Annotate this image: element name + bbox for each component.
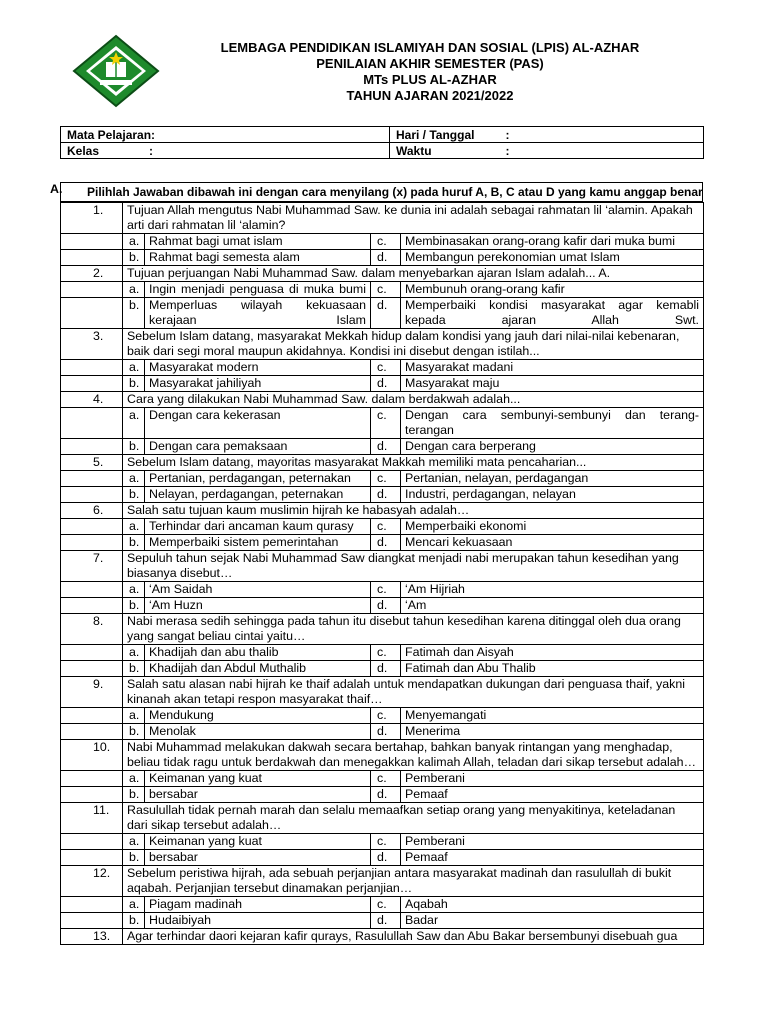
question-number: 12.: [61, 866, 123, 897]
question-row: [61, 551, 704, 582]
option-b[interactable]: bersabar: [145, 850, 371, 866]
date-label: Hari / Tanggal: [390, 127, 500, 143]
option-letter-b[interactable]: b.: [123, 298, 145, 329]
option-row: [61, 913, 704, 929]
option-row: [61, 234, 704, 250]
question-row: [61, 392, 704, 408]
option-letter-c[interactable]: c.: [371, 282, 401, 298]
option-c[interactable]: Fatimah dan Aisyah: [401, 645, 704, 661]
question-text: Salah satu alasan nabi hijrah ke thaif adalah untuk mendapatkan dukungan dari penguasa thaif, yakni kinanah akan tetapi respon masyarakat thaif…: [123, 677, 704, 708]
option-a[interactable]: Ingin menjadi penguasa di muka bumi: [145, 282, 371, 298]
question-row: [61, 677, 704, 708]
option-letter-b[interactable]: b.: [123, 724, 145, 740]
option-letter-d[interactable]: d.: [371, 487, 401, 503]
question-number: 7.: [61, 551, 123, 582]
option-letter-b[interactable]: b.: [123, 661, 145, 677]
question-text: Tujuan perjuangan Nabi Muhammad Saw. dalam menyebarkan ajaran Islam adalah... A.: [123, 266, 704, 282]
question-number: 9.: [61, 677, 123, 708]
option-c[interactable]: Membinasakan orang-orang kafir dari muka bumi: [401, 234, 704, 250]
option-letter-c[interactable]: c.: [371, 471, 401, 487]
option-letter-d[interactable]: d.: [371, 913, 401, 929]
option-b[interactable]: Hudaibiyah: [145, 913, 371, 929]
question-row: [61, 929, 704, 945]
question-text: Tujuan Allah mengutus Nabi Muhammad Saw. ke dunia ini adalah sebagai rahmatan lil ‘alamin. Apakah arti dari rahmatan lil ‘alamin?: [123, 203, 704, 234]
class-field: Kelas :: [61, 143, 390, 159]
question-number: 2.: [61, 266, 123, 282]
option-letter-a[interactable]: a.: [123, 408, 145, 439]
option-a[interactable]: Khadijah dan abu thalib: [145, 645, 371, 661]
option-letter-c[interactable]: c.: [371, 408, 401, 439]
option-letter-c[interactable]: c.: [371, 519, 401, 535]
time-label: Waktu: [390, 143, 500, 159]
option-a[interactable]: Pertanian, perdagangan, peternakan: [145, 471, 371, 487]
section-letter: A.: [50, 182, 63, 196]
option-d[interactable]: Mencari kekuasaan: [401, 535, 704, 551]
question-number: 6.: [61, 503, 123, 519]
option-row: [61, 897, 704, 913]
option-letter-a[interactable]: a.: [123, 360, 145, 376]
question-text: Nabi merasa sedih sehingga pada tahun itu disebut tahun kesedihan karena ditinggal oleh dua orang yang sangat beliau cintai yaitu…: [123, 614, 704, 645]
option-b[interactable]: Menolak: [145, 724, 371, 740]
option-b[interactable]: Rahmat bagi semesta alam: [145, 250, 371, 266]
option-letter-c[interactable]: c.: [371, 708, 401, 724]
option-row: [61, 724, 704, 740]
option-d[interactable]: Industri, perdagangan, nelayan: [401, 487, 704, 503]
option-row: [61, 250, 704, 266]
option-row: [61, 376, 704, 392]
option-b[interactable]: Memperluas wilayah kekuasaan kerajaan Islam: [145, 298, 371, 329]
school-name: MTs PLUS AL-AZHAR: [363, 72, 497, 87]
question-number: 11.: [61, 803, 123, 834]
option-letter-b[interactable]: b.: [123, 913, 145, 929]
section-instruction: [50, 182, 703, 202]
question-text: Cara yang dilakukan Nabi Muhammad Saw. dalam berdakwah adalah...: [123, 392, 704, 408]
option-d[interactable]: Pemaaf: [401, 850, 704, 866]
question-number: 13.: [61, 929, 123, 945]
question-text: Sebelum Islam datang, masyarakat Mekkah hidup dalam kondisi yang jauh dari nilai-nilai kebenaran, baik dari segi moral maupun akidahnya. Kondisi ini disebut dengan istilah...: [123, 329, 704, 360]
option-letter-c[interactable]: c.: [371, 834, 401, 850]
option-letter-a[interactable]: a.: [123, 234, 145, 250]
option-b[interactable]: Memperbaiki sistem pemerintahan: [145, 535, 371, 551]
question-row: [61, 203, 704, 234]
option-a[interactable]: Masyarakat modern: [145, 360, 371, 376]
option-letter-d[interactable]: d.: [371, 850, 401, 866]
option-row: [61, 598, 704, 614]
question-row: [61, 614, 704, 645]
option-d[interactable]: Membangun perekonomian umat Islam: [401, 250, 704, 266]
option-letter-a[interactable]: a.: [123, 708, 145, 724]
option-letter-d[interactable]: d.: [371, 439, 401, 455]
question-text: Nabi Muhammad melakukan dakwah secara bertahap, bahkan banyak rintangan yang menghadap, beliau tidak ragu untuk berdakwah dan menegakkan kalimah Allah, teladan dari sikap tersebut adalah…: [123, 740, 704, 771]
question-number: 1.: [61, 203, 123, 234]
option-letter-c[interactable]: c.: [371, 234, 401, 250]
question-text: Agar terhindar daori kejaran kafir qurays, Rasulullah Saw dan Abu Bakar bersembunyi disebuah gua: [123, 929, 704, 945]
option-d[interactable]: Memperbaiki kondisi masyarakat agar kemabli kepada ajaran Allah Swt.: [401, 298, 704, 329]
option-letter-a[interactable]: a.: [123, 645, 145, 661]
option-c[interactable]: Aqabah: [401, 897, 704, 913]
option-letter-a[interactable]: a.: [123, 834, 145, 850]
option-a[interactable]: ‘Am Saidah: [145, 582, 371, 598]
option-d[interactable]: Pemaaf: [401, 787, 704, 803]
school-logo: [72, 34, 160, 108]
question-row: [61, 803, 704, 834]
option-letter-d[interactable]: d.: [371, 598, 401, 614]
question-row: [61, 503, 704, 519]
question-text: Salah satu tujuan kaum muslimin hijrah ke habasyah adalah…: [123, 503, 704, 519]
option-letter-c[interactable]: c.: [371, 897, 401, 913]
option-letter-d[interactable]: d.: [371, 535, 401, 551]
option-row: [61, 360, 704, 376]
question-row: [61, 266, 704, 282]
option-a[interactable]: Keimanan yang kuat: [145, 771, 371, 787]
option-row: [61, 661, 704, 677]
option-c[interactable]: Dengan cara sembunyi-sembunyi dan terang-terangan: [401, 408, 704, 439]
date-field: :: [500, 127, 704, 143]
instruction-text: Pilihlah Jawaban dibawah ini dengan cara menyilang (x) pada huruf A, B, C atau D yang kamu anggap benar: [60, 182, 703, 202]
option-letter-b[interactable]: b.: [123, 850, 145, 866]
option-row: [61, 708, 704, 724]
time-field: :: [500, 143, 704, 159]
option-a[interactable]: Keimanan yang kuat: [145, 834, 371, 850]
question-row: [61, 455, 704, 471]
option-row: [61, 439, 704, 455]
option-a[interactable]: Dengan cara kekerasan: [145, 408, 371, 439]
option-d[interactable]: Masyarakat maju: [401, 376, 704, 392]
option-a[interactable]: Rahmat bagi umat islam: [145, 234, 371, 250]
option-row: [61, 771, 704, 787]
option-row: [61, 298, 704, 329]
option-a[interactable]: Piagam madinah: [145, 897, 371, 913]
option-letter-d[interactable]: d.: [371, 661, 401, 677]
option-letter-b[interactable]: b.: [123, 598, 145, 614]
option-letter-b[interactable]: b.: [123, 439, 145, 455]
institution-name: LEMBAGA PENDIDIKAN ISLAMIYAH DAN SOSIAL (LPIS) AL-AZHAR: [220, 40, 640, 55]
option-row: [61, 471, 704, 487]
option-b[interactable]: ‘Am Huzn: [145, 598, 371, 614]
question-row: [61, 329, 704, 360]
option-c[interactable]: Memperbaiki ekonomi: [401, 519, 704, 535]
option-letter-c[interactable]: c.: [371, 360, 401, 376]
option-letter-c[interactable]: c.: [371, 645, 401, 661]
option-row: [61, 787, 704, 803]
question-text: Sebelum Islam datang, mayoritas masyarakat Makkah memiliki mata pencaharian...: [123, 455, 704, 471]
option-b[interactable]: Nelayan, perdagangan, peternakan: [145, 487, 371, 503]
option-letter-d[interactable]: d.: [371, 724, 401, 740]
option-letter-a[interactable]: a.: [123, 897, 145, 913]
document-header: [180, 40, 680, 104]
option-row: [61, 282, 704, 298]
identity-table: [60, 126, 704, 159]
option-letter-a[interactable]: a.: [123, 582, 145, 598]
option-b[interactable]: Dengan cara pemaksaan: [145, 439, 371, 455]
option-letter-a[interactable]: a.: [123, 471, 145, 487]
option-row: [61, 834, 704, 850]
option-c[interactable]: Membunuh orang-orang kafir: [401, 282, 704, 298]
option-letter-d[interactable]: d.: [371, 250, 401, 266]
option-d[interactable]: Menerima: [401, 724, 704, 740]
question-row: [61, 740, 704, 771]
question-number: 5.: [61, 455, 123, 471]
option-row: [61, 582, 704, 598]
option-a[interactable]: Terhindar dari ancaman kaum qurasy: [145, 519, 371, 535]
option-letter-c[interactable]: c.: [371, 771, 401, 787]
option-row: [61, 408, 704, 439]
option-d[interactable]: ‘Am: [401, 598, 704, 614]
option-row: [61, 535, 704, 551]
option-letter-b[interactable]: b.: [123, 250, 145, 266]
question-number: 8.: [61, 614, 123, 645]
option-letter-b[interactable]: b.: [123, 376, 145, 392]
option-row: [61, 850, 704, 866]
option-d[interactable]: Fatimah dan Abu Thalib: [401, 661, 704, 677]
academic-year: TAHUN AJARAN 2021/2022: [346, 88, 514, 103]
question-row: [61, 866, 704, 897]
option-letter-a[interactable]: a.: [123, 519, 145, 535]
option-letter-b[interactable]: b.: [123, 787, 145, 803]
option-a[interactable]: Mendukung: [145, 708, 371, 724]
question-text: Sebelum peristiwa hijrah, ada sebuah perjanjian antara masyarakat madinah dan rasulullah di bukit aqabah. Perjanjian tersebut dinamakan perjanjian…: [123, 866, 704, 897]
option-row: [61, 487, 704, 503]
option-letter-a[interactable]: a.: [123, 282, 145, 298]
question-number: 4.: [61, 392, 123, 408]
option-c[interactable]: Masyarakat madani: [401, 360, 704, 376]
option-d[interactable]: Dengan cara berperang: [401, 439, 704, 455]
option-d[interactable]: Badar: [401, 913, 704, 929]
option-b[interactable]: bersabar: [145, 787, 371, 803]
option-letter-c[interactable]: c.: [371, 582, 401, 598]
option-letter-b[interactable]: b.: [123, 487, 145, 503]
subject-field: Mata Pelajaran:: [61, 127, 390, 143]
option-letter-b[interactable]: b.: [123, 535, 145, 551]
option-c[interactable]: Pertanian, nelayan, perdagangan: [401, 471, 704, 487]
option-c[interactable]: Pemberani: [401, 834, 704, 850]
question-table: [60, 202, 704, 945]
option-row: [61, 645, 704, 661]
question-number: 10.: [61, 740, 123, 771]
option-letter-d[interactable]: d.: [371, 376, 401, 392]
question-number: 3.: [61, 329, 123, 360]
exam-name: PENILAIAN AKHIR SEMESTER (PAS): [316, 56, 544, 71]
option-c[interactable]: Menyemangati: [401, 708, 704, 724]
option-c[interactable]: ‘Am Hijriah: [401, 582, 704, 598]
option-letter-d[interactable]: d.: [371, 787, 401, 803]
option-row: [61, 519, 704, 535]
question-text: Rasulullah tidak pernah marah dan selalu memaafkan setiap orang yang menyakitinya, keteladanan dari sikap tersebut adalah…: [123, 803, 704, 834]
option-b[interactable]: Khadijah dan Abdul Muthalib: [145, 661, 371, 677]
option-letter-a[interactable]: a.: [123, 771, 145, 787]
question-text: Sepuluh tahun sejak Nabi Muhammad Saw diangkat menjadi nabi merupakan tahun kesedihan yang biasanya disebut…: [123, 551, 704, 582]
option-b[interactable]: Masyarakat jahiliyah: [145, 376, 371, 392]
option-letter-d[interactable]: d.: [371, 298, 401, 329]
option-c[interactable]: Pemberani: [401, 771, 704, 787]
